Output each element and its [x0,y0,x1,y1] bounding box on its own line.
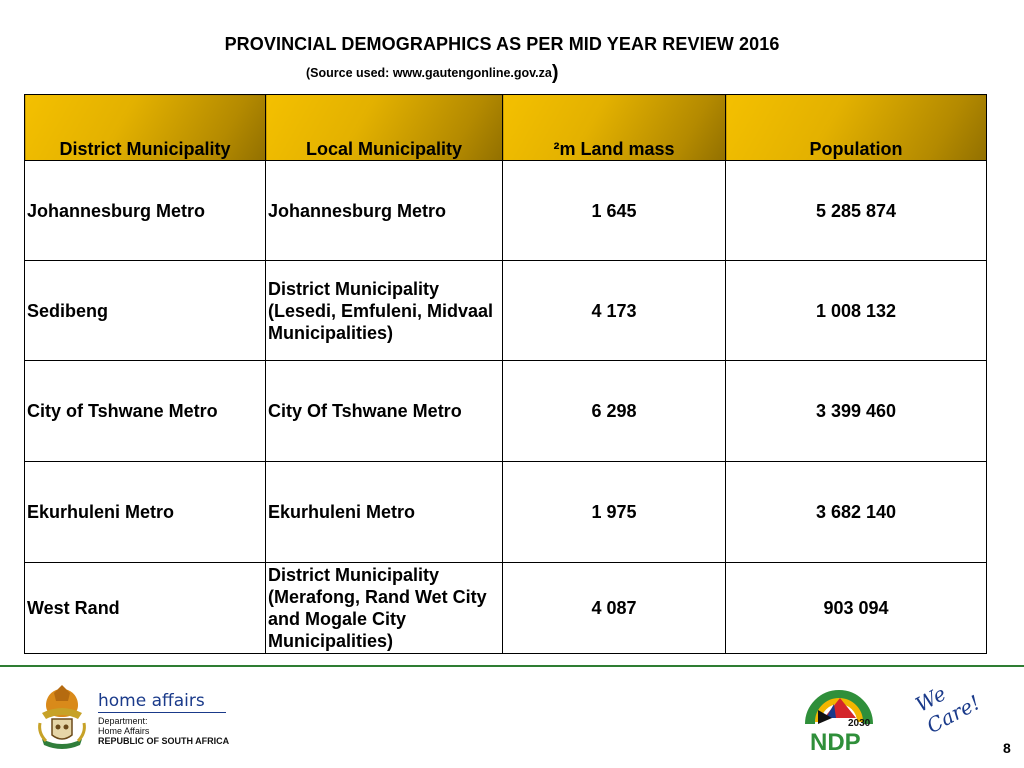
header-population: Population [726,95,987,161]
cell-district: City of Tshwane Metro [25,361,266,462]
department-name: Home Affairs [98,726,150,736]
cell-district: Ekurhuleni Metro [25,462,266,563]
table-row [25,563,987,654]
cell-local: Johannesburg Metro [266,161,503,261]
cell-district: Johannesburg Metro [25,161,266,261]
header-district: District Municipality [25,95,266,161]
cell-district: West Rand [25,563,266,654]
source-close: ) [551,62,559,84]
slide-title: PROVINCIAL DEMOGRAPHICS AS PER MID YEAR REVIEW 2016 [224,34,780,54]
footer-divider [0,665,1024,667]
ndp-year-text: 2030 [848,718,871,729]
source-text: (Source used: www.gautengonline.gov.za [306,66,552,80]
brand-underline [98,712,226,713]
brand-wordmark: home affairs [98,691,205,711]
cell-land-mass: 4 173 [503,261,726,361]
table-row [25,462,987,563]
demographics-table [24,94,987,654]
cell-population: 903 094 [726,563,987,654]
department-block [98,716,229,746]
ndp-text: NDP [810,729,861,754]
table-header-row [25,95,987,161]
cell-land-mass: 6 298 [503,361,726,462]
cell-population: 3 399 460 [726,361,987,462]
source-note [306,62,559,85]
cell-population: 1 008 132 [726,261,987,361]
table-row [25,361,987,462]
cell-population: 3 682 140 [726,462,987,563]
cell-population: 5 285 874 [726,161,987,261]
header-land-mass: ²m Land mass [503,95,726,161]
coat-of-arms-icon [34,683,90,757]
department-label: Department: [98,716,148,726]
cell-land-mass: 4 087 [503,563,726,654]
table-row [25,261,987,361]
cell-local: City Of Tshwane Metro [266,361,503,462]
cell-land-mass: 1 645 [503,161,726,261]
cell-local: Ekurhuleni Metro [266,462,503,563]
cell-local: District Municipality (Lesedi, Emfuleni, Midvaal Municipalities) [266,261,503,361]
ndp-2030-logo-icon [804,688,874,754]
cell-land-mass: 1 975 [503,462,726,563]
header-local: Local Municipality [266,95,503,161]
country-name: REPUBLIC OF SOUTH AFRICA [98,736,230,746]
we-care-tagline: We Care! [911,681,985,738]
cell-local: District Municipality (Merafong, Rand Wet City and Mogale City Municipalities) [266,563,503,654]
table-row [25,161,987,261]
cell-district: Sedibeng [25,261,266,361]
page-number: 8 [1003,740,1011,756]
